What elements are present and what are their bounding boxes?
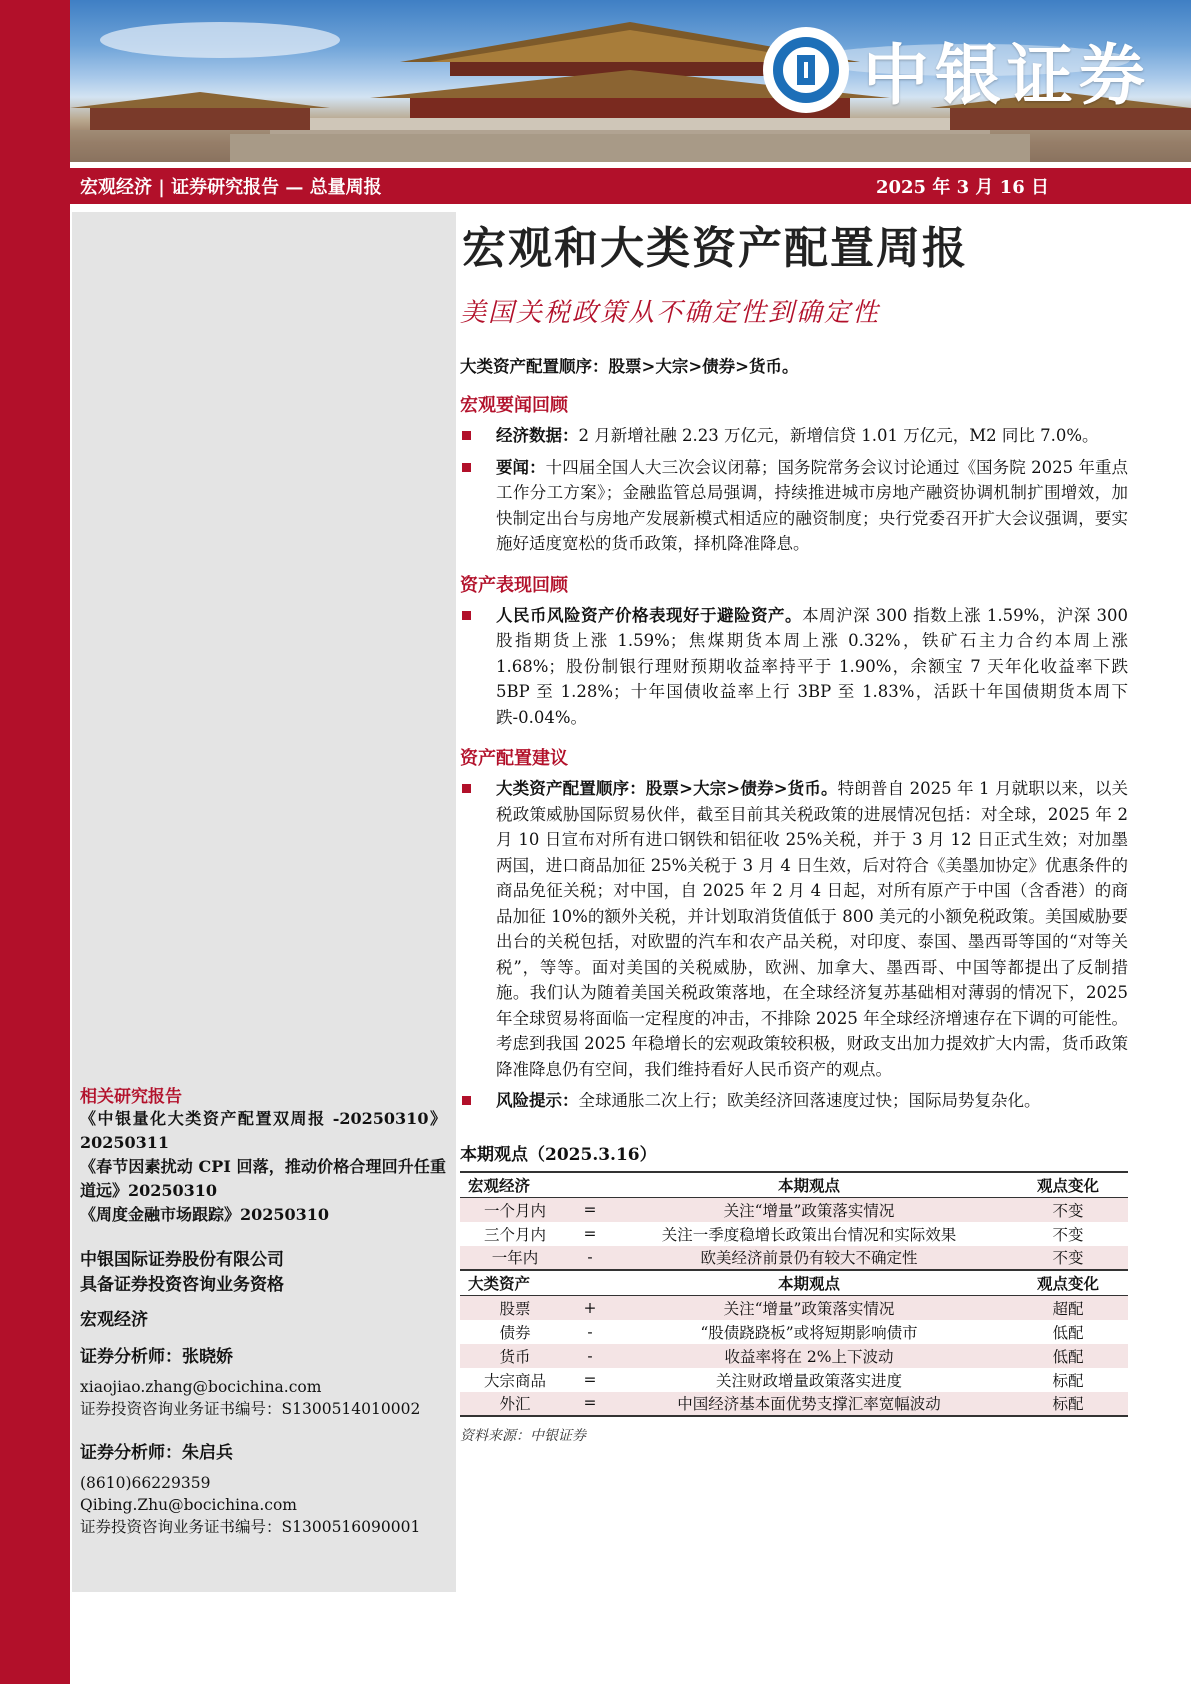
bullet-item [460, 776, 1128, 1082]
related-reports-heading: 相关研究报告 [80, 1087, 182, 1107]
table-cell: - [570, 1246, 610, 1270]
sidebar-section-label: 宏观经济 [80, 1310, 148, 1330]
logo-text: 中银证券 [863, 37, 1151, 114]
bullet-square-icon [462, 431, 471, 440]
views-table-title: 本期观点（2025.3.16） [460, 1144, 657, 1165]
header-banner-image [70, 0, 1191, 162]
analyst-name: 证券分析师：朱启兵 [80, 1443, 233, 1463]
left-red-rail [0, 0, 70, 1684]
table-row [460, 1198, 1128, 1222]
section-heading: 资产配置建议 [460, 748, 568, 769]
table-header-cell [570, 1172, 610, 1198]
table-row [460, 1222, 1128, 1246]
report-subtitle: 美国关税政策从不确定性到确定性 [460, 298, 881, 328]
views-table [460, 1171, 1128, 1417]
table-cell: 股票 [460, 1296, 570, 1320]
bullet-text: 十四届全国人大三次会议闭幕；国务院常务会议讨论通过《国务院 2025 年重点工作分工方案》；金融监管总局强调，持续推进城市房地产融资协调机制扩围增效，加快制定出台与房地产发展新模式相适应的融资制度；央行党委召开扩大会议强调，要实施好适度宽松的货币政策，择机降准降息。 [496, 457, 1129, 553]
report-category-bar [70, 168, 1191, 204]
table-header-cell: 大类资产 [460, 1270, 570, 1296]
table-cell: 低配 [1008, 1344, 1128, 1368]
table-cell: 外汇 [460, 1392, 570, 1416]
table-cell: 关注财政增量政策落实进度 [610, 1368, 1008, 1392]
table-cell: 不变 [1008, 1246, 1128, 1270]
table-row [460, 1246, 1128, 1270]
table-cell: - [570, 1344, 610, 1368]
analyst-cert: 证券投资咨询业务证书编号：S1300514010002 [80, 1400, 421, 1418]
table-header-cell [570, 1270, 610, 1296]
brand-logo [763, 22, 1151, 117]
bullet-square-icon [462, 1096, 471, 1105]
analyst-name: 证券分析师：张晓娇 [80, 1347, 233, 1367]
table-header-cell: 宏观经济 [460, 1172, 570, 1198]
table-cell: 一个月内 [460, 1198, 570, 1222]
table-cell: + [570, 1296, 610, 1320]
table-header-cell: 观点变化 [1008, 1270, 1128, 1296]
bullet-lead: 风险提示： [496, 1091, 579, 1110]
table-header-cell: 本期观点 [610, 1270, 1008, 1296]
report-category: 宏观经济 | 证券研究报告 — 总量周报 [80, 177, 382, 198]
table-header-cell: 本期观点 [610, 1172, 1008, 1198]
table-cell: 债券 [460, 1320, 570, 1344]
table-cell: 不变 [1008, 1198, 1128, 1222]
table-row [460, 1296, 1128, 1320]
report-main-content [460, 212, 1128, 1445]
table-cell: 收益率将在 2%上下波动 [610, 1344, 1008, 1368]
table-cell: 大宗商品 [460, 1368, 570, 1392]
bullet-text: 2 月新增社融 2.23 万亿元，新增信贷 1.01 万亿元，M2 同比 7.0%。 [578, 426, 1099, 445]
analyst-card [80, 1346, 420, 1420]
bullet-lead: 要闻： [496, 457, 546, 477]
table-header-row [460, 1172, 1128, 1198]
analyst-card [80, 1442, 420, 1538]
table-cell: 超配 [1008, 1296, 1128, 1320]
table-row [460, 1392, 1128, 1416]
table-cell: - [570, 1320, 610, 1344]
analyst-phone: (8610)66229359 [80, 1474, 211, 1492]
table-cell: 关注“增量”政策落实情况 [610, 1198, 1008, 1222]
table-cell: 低配 [1008, 1320, 1128, 1344]
bullet-text: 特朗普自 2025 年 1 月就职以来，以关税政策威胁国际贸易伙伴，截至目前其关税政策的进展情况包括：对全球，2025 年 2 月 10 日宣布对所有进口钢铁和铝征收 25%关税，并于 3 月 12 日正式生效；对加墨两国，进口商品加征 25%关税于 3 月 4 日生效，后对符合《美墨加协定》优惠条件的商品免征关税；对中国，自 2025 年 2 月 4 日起，对所有原产于中国（含香港）的商品加征 10%的额外关税，并计划取消货值低于 800 美元的小额免税政策。美国威胁要出台的关税包括，对欧盟的汽车和农产品关税，对印度、泰国、墨西哥等国的“对等关税”，等等。面对美国的关税威胁，欧洲、加拿大、墨西哥、中国等都提出了反制措施。我们认为随着美国关税政策落地，在全球经济复苏基础相对薄弱的情况下，2025 年全球贸易将面临一定程度的冲击，不排除 2025 年全球经济增速存在下调的可能性。考虑到我国 2025 年稳增长的宏观政策较积极，财政支出加力提效扩大内需，货币政策降准降息仍有空间，我们维持看好人民币资产的观点。 [496, 779, 1128, 1079]
table-cell: = [570, 1392, 610, 1416]
table-cell: “股债跷跷板”或将短期影响债市 [610, 1320, 1008, 1344]
allocation-order: 大类资产配置顺序：股票>大宗>债券>货币。 [460, 357, 799, 376]
table-cell: = [570, 1198, 610, 1222]
table-cell: 中国经济基本面优势支撑汇率宽幅波动 [610, 1392, 1008, 1416]
section-heading: 宏观要闻回顾 [460, 395, 568, 416]
table-cell: 一年内 [460, 1246, 570, 1270]
bullet-item [460, 455, 1128, 557]
company-info [80, 1248, 284, 1298]
bullet-item [460, 1088, 1128, 1114]
table-header-row [460, 1270, 1128, 1296]
bullet-square-icon [462, 463, 471, 472]
table-cell: 欧美经济前景仍有较大不确定性 [610, 1246, 1008, 1270]
table-header-cell: 观点变化 [1008, 1172, 1128, 1198]
table-cell: 不变 [1008, 1222, 1128, 1246]
boc-logo-icon [763, 27, 849, 113]
related-report-item: 《周度金融市场跟踪》20250310 [80, 1205, 330, 1224]
table-cell: 三个月内 [460, 1222, 570, 1246]
bullet-item [460, 423, 1128, 449]
table-cell: 标配 [1008, 1392, 1128, 1416]
table-cell: = [570, 1368, 610, 1392]
bullet-text: 本周沪深 300 指数上涨 1.59%，沪深 300 股指期货上涨 1.59%；焦煤期货本周上涨 0.32%，铁矿石主力合约本周上涨 1.68%；股份制银行理财预期收益率持平于 1.90%，余额宝 7 天年化收益率下跌 5BP 至 1.28%；十年国债收益率上行 3BP 至 1.83%，活跃十年国债期货本周下跌-0.04%。 [496, 605, 1128, 727]
bullet-square-icon [462, 611, 471, 620]
table-row [460, 1368, 1128, 1392]
table-cell: 货币 [460, 1344, 570, 1368]
table-cell: 关注一季度稳增长政策出台情况和实际效果 [610, 1222, 1008, 1246]
table-source: 资料来源：中银证券 [460, 1427, 586, 1444]
sidebar [72, 212, 456, 1592]
related-reports-list [80, 1107, 446, 1227]
section-heading: 资产表现回顾 [460, 574, 568, 596]
bullet-lead: 经济数据： [496, 426, 579, 445]
table-cell: = [570, 1222, 610, 1246]
related-report-item: 《春节因素扰动 CPI 回落，推动价格合理回升任重道远》20250310 [80, 1157, 446, 1200]
table-row [460, 1344, 1128, 1368]
table-row [460, 1320, 1128, 1344]
bullet-lead: 大类资产配置顺序：股票>大宗>债券>货币。 [496, 779, 838, 798]
analyst-email[interactable]: xiaojiao.zhang@bocichina.com [80, 1378, 322, 1396]
analyst-cert: 证券投资咨询业务证书编号：S1300516090001 [80, 1518, 421, 1536]
table-cell: 关注“增量”政策落实情况 [610, 1296, 1008, 1320]
report-title: 宏观和大类资产配置周报 [462, 223, 968, 274]
bullet-item [460, 603, 1128, 731]
bullet-square-icon [462, 784, 471, 793]
bullet-lead: 人民币风险资产价格表现好于避险资产。 [496, 605, 803, 625]
related-report-item: 《中银量化大类资产配置双周报 -20250310》20250311 [80, 1109, 446, 1152]
bullet-text: 全球通胀二次上行；欧美经济回落速度过快；国际局势复杂化。 [578, 1091, 1041, 1110]
report-date: 2025 年 3 月 16 日 [875, 177, 1049, 198]
table-cell: 标配 [1008, 1368, 1128, 1392]
company-name: 中银国际证券股份有限公司 [80, 1250, 284, 1270]
company-qualification: 具备证券投资咨询业务资格 [80, 1275, 284, 1295]
analyst-email[interactable]: Qibing.Zhu@bocichina.com [80, 1496, 297, 1514]
